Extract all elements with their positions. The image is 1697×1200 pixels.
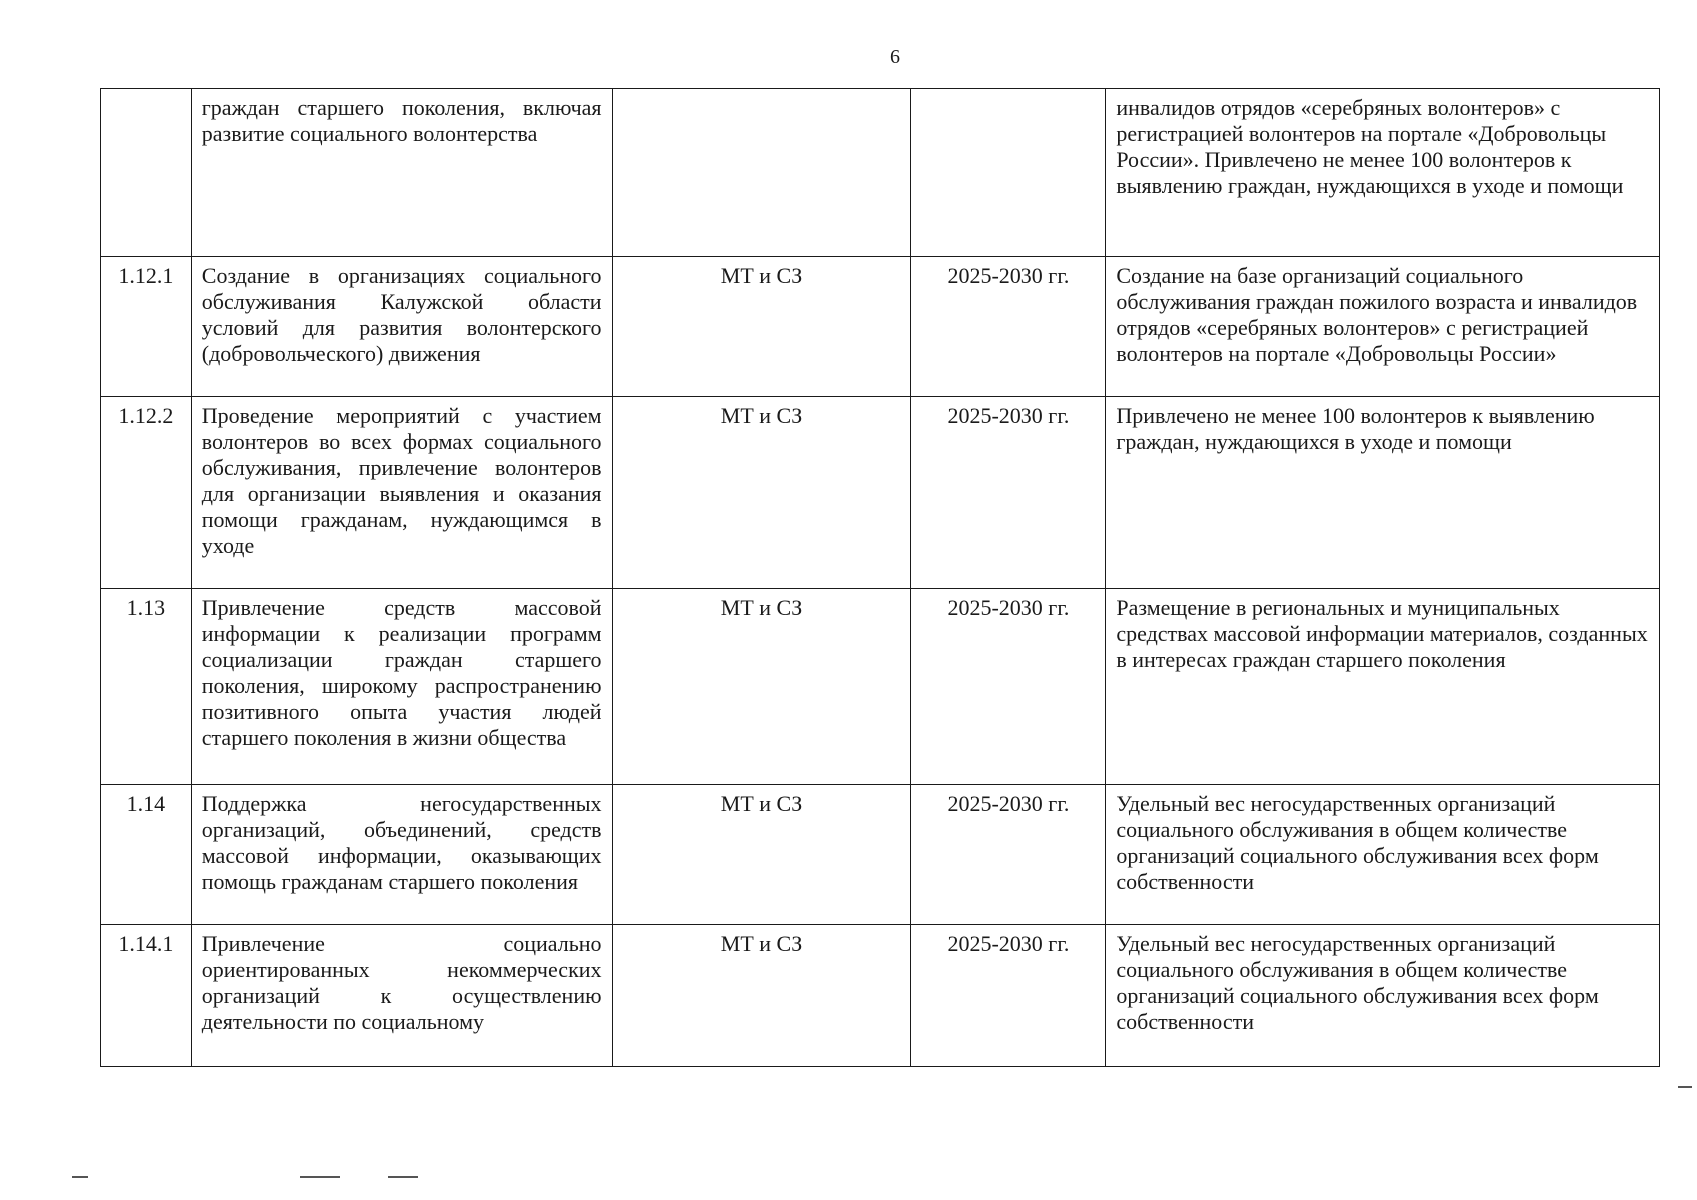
- row-number: [101, 89, 192, 257]
- scan-artifact: [1678, 1086, 1692, 1088]
- term: 2025-2030 гг.: [911, 925, 1106, 1067]
- term: 2025-2030 гг.: [911, 589, 1106, 785]
- activity-name: Поддержка негосударственных организаций, объединений, средств массовой информации, оказывающих помощь гражданам старшего поколения: [191, 785, 612, 925]
- executor: МТ и СЗ: [612, 397, 911, 589]
- executor: МТ и СЗ: [612, 257, 911, 397]
- executor: МТ и СЗ: [612, 589, 911, 785]
- activity-name: Привлечение социально ориентированных некоммерческих организаций к осуществлению деятельности по социальному: [191, 925, 612, 1067]
- expected-result: Удельный вес негосударственных организаций социального обслуживания в общем количестве организаций социального обслуживания всех форм собственности: [1106, 925, 1660, 1067]
- table-row: [101, 89, 1660, 257]
- scan-artifact: [72, 1176, 88, 1178]
- scan-artifact: [300, 1176, 340, 1178]
- row-number: 1.12.1: [101, 257, 192, 397]
- activity-name: Создание в организациях социального обслуживания Калужской области условий для развития волонтерского (добровольческого) движения: [191, 257, 612, 397]
- term: 2025-2030 гг.: [911, 397, 1106, 589]
- activity-name: граждан старшего поколения, включая развитие социального волонтерства: [191, 89, 612, 257]
- table-row: [101, 257, 1660, 397]
- plan-table: [100, 88, 1660, 1067]
- expected-result: Размещение в региональных и муниципальных средствах массовой информации материалов, созданных в интересах граждан старшего поколения: [1106, 589, 1660, 785]
- table-row: [101, 925, 1660, 1067]
- activity-name: Привлечение средств массовой информации к реализации программ социализации граждан старшего поколения, широкому распространению позитивного опыта участия людей старшего поколения в жизни общества: [191, 589, 612, 785]
- table-row: [101, 589, 1660, 785]
- expected-result: Удельный вес негосударственных организаций социального обслуживания в общем количестве организаций социального обслуживания всех форм собственности: [1106, 785, 1660, 925]
- expected-result: Создание на базе организаций социального обслуживания граждан пожилого возраста и инвалидов отрядов «серебряных волонтеров» с регистрацией волонтеров на портале «Добровольцы России»: [1106, 257, 1660, 397]
- term: 2025-2030 гг.: [911, 785, 1106, 925]
- row-number: 1.13: [101, 589, 192, 785]
- executor: МТ и СЗ: [612, 925, 911, 1067]
- executor: МТ и СЗ: [612, 785, 911, 925]
- scan-artifact: [388, 1176, 418, 1178]
- term: [911, 89, 1106, 257]
- activity-name: Проведение мероприятий с участием волонтеров во всех формах социального обслуживания, привлечение волонтеров для организации выявления и оказания помощи гражданам, нуждающимся в уходе: [191, 397, 612, 589]
- term: 2025-2030 гг.: [911, 257, 1106, 397]
- expected-result: инвалидов отрядов «серебряных волонтеров» с регистрацией волонтеров на портале «Добровольцы России». Привлечено не менее 100 волонтеров к выявлению граждан, нуждающихся в уходе и помощи: [1106, 89, 1660, 257]
- row-number: 1.14.1: [101, 925, 192, 1067]
- table-row: [101, 785, 1660, 925]
- table-row: [101, 397, 1660, 589]
- executor: [612, 89, 911, 257]
- expected-result: Привлечено не менее 100 волонтеров к выявлению граждан, нуждающихся в уходе и помощи: [1106, 397, 1660, 589]
- row-number: 1.14: [101, 785, 192, 925]
- page-number: 6: [890, 46, 900, 68]
- row-number: 1.12.2: [101, 397, 192, 589]
